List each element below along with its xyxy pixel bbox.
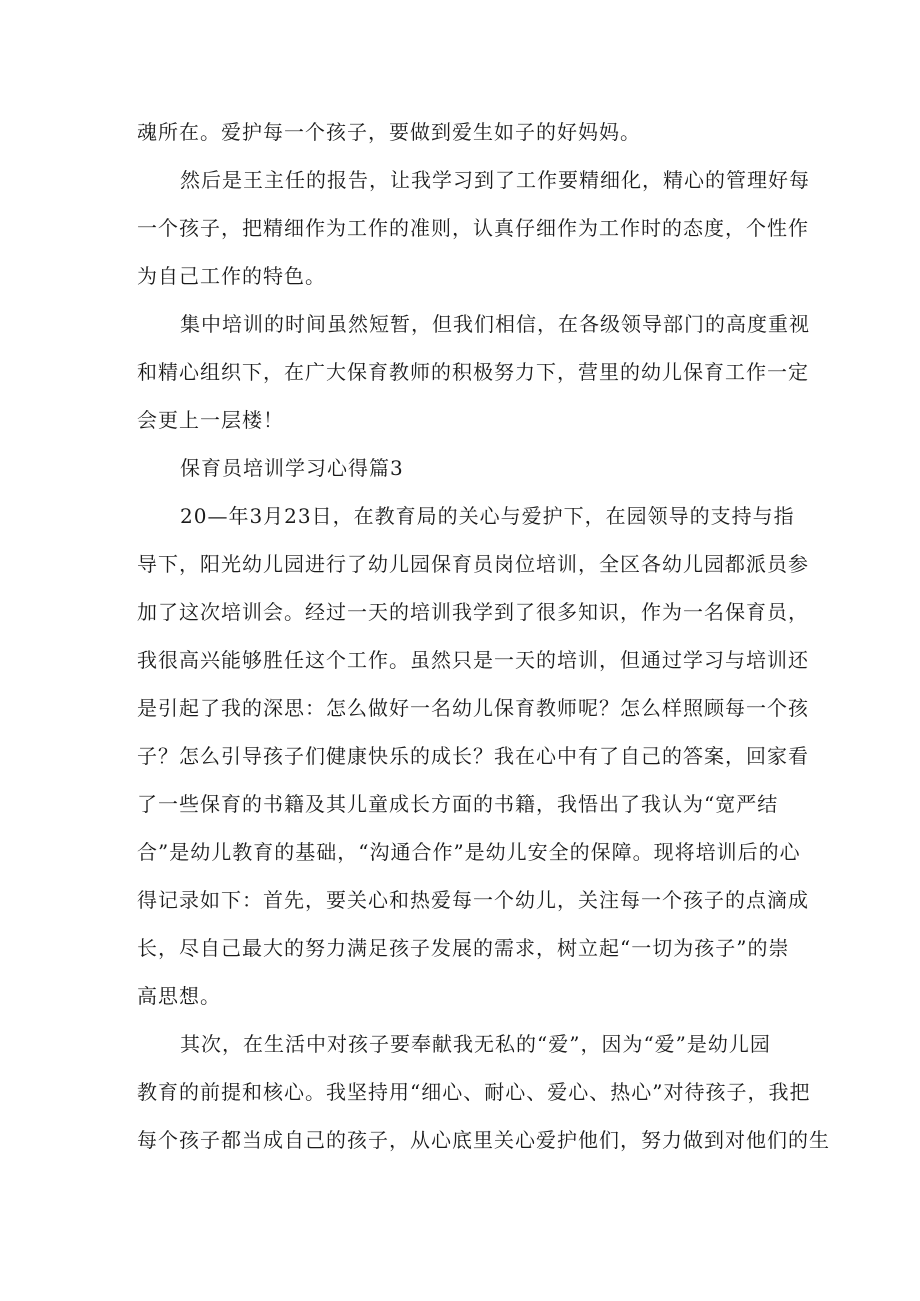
text-line: 会更上一层楼！ [137,408,284,432]
text-line: 我很高兴能够胜任这个工作。虽然只是一天的培训，但通过学习与培训还 [137,648,809,672]
text-line: 高思想。 [137,984,221,1008]
text-line: 合”是幼儿教育的基础，“沟通合作”是幼儿安全的保障。现将培训后的心 [137,840,801,864]
text-line: 魂所在。爱护每一个孩子，要做到爱生如子的好妈妈。 [137,120,641,144]
text-line: 了一些保育的书籍及其儿童成长方面的书籍，我悟出了我认为“宽严结 [137,792,779,816]
text-line: 子？怎么引导孩子们健康快乐的成长？我在心中有了自己的答案，回家看 [137,744,809,768]
text-line: 每个孩子都当成自己的孩子，从心底里关心爱护他们，努力做到对他们的生 [137,1128,830,1152]
paragraph-line: 然后是王主任的报告，让我学习到了工作要精细化，精心的管理好每 [180,168,810,192]
paragraph-line: 其次，在生活中对孩子要奉献我无私的“爱”，因为“爱”是幼儿园 [180,1032,771,1056]
text-line: 导下，阳光幼儿园进行了幼儿园保育员岗位培训，全区各幼儿园都派员参 [137,552,809,576]
paragraph-line: 20—年3月23日，在教育局的关心与爱护下，在园领导的支持与指 [180,504,795,528]
section-heading: 保育员培训学习心得篇3 [180,456,404,480]
text-line: 一个孩子，把精细作为工作的准则，认真仔细作为工作时的态度，个性作 [137,216,809,240]
text-line: 得记录如下：首先，要关心和热爱每一个幼儿，关注每一个孩子的点滴成 [137,888,809,912]
text-line: 加了这次培训会。经过一天的培训我学到了很多知识，作为一名保育员， [137,600,809,624]
text-line: 为自己工作的特色。 [137,264,326,288]
text-line: 是引起了我的深思：怎么做好一名幼儿保育教师呢？怎么样照顾每一个孩 [137,696,809,720]
paragraph-line: 集中培训的时间虽然短暂，但我们相信，在各级领导部门的高度重视 [180,312,810,336]
text-line: 和精心组织下，在广大保育教师的积极努力下，营里的幼儿保育工作一定 [137,360,809,384]
text-line: 长，尽自己最大的努力满足孩子发展的需求，树立起“一切为孩子”的崇 [137,936,790,960]
text-line: 教育的前提和核心。我坚持用“细心、耐心、爱心、热心”对待孩子，我把 [137,1080,811,1104]
